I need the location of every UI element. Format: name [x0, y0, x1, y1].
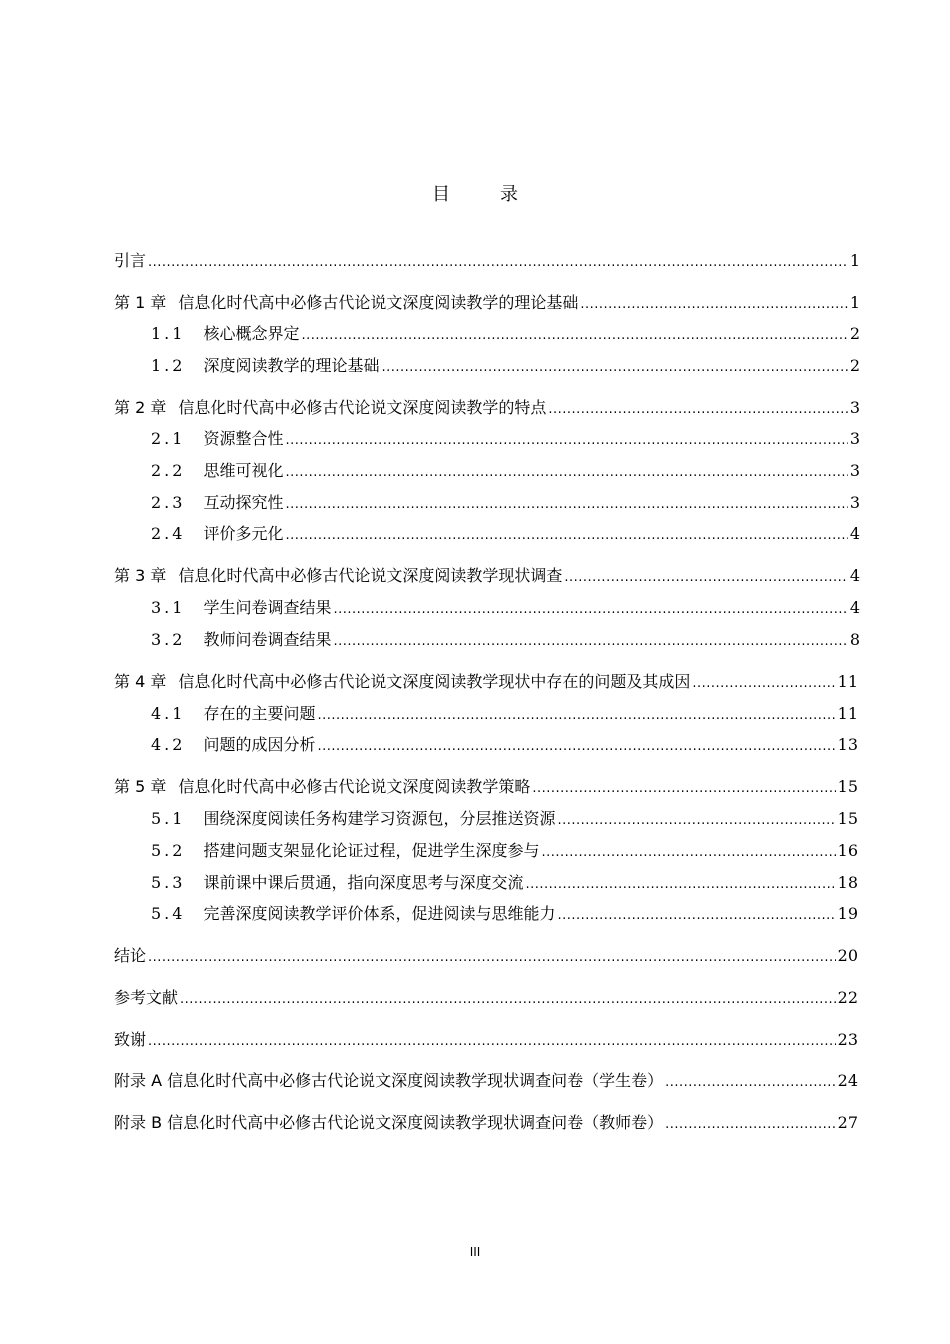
- toc-entry-number: 2.3: [151, 493, 186, 512]
- toc-chapter-entry[interactable]: [114, 1111, 858, 1135]
- toc-entry-page: 15: [837, 777, 858, 796]
- toc-entry-number: 5.4: [151, 904, 186, 923]
- toc-entry-number: 第 1 章: [114, 293, 167, 312]
- toc-chapter-entry[interactable]: [114, 291, 860, 315]
- toc-entry-title: 围绕深度阅读任务构建学习资源包，分层推送资源: [203, 809, 556, 828]
- toc-entry-number: 4.1: [151, 704, 186, 723]
- toc-section-entry[interactable]: [151, 322, 860, 346]
- toc-entry-number: 2.2: [151, 461, 186, 480]
- toc-entry-page: 11: [837, 672, 858, 691]
- toc-dot-leader: [665, 1071, 836, 1095]
- toc-entry-title: 课前课中课后贯通，指向深度思考与深度交流: [203, 873, 524, 892]
- toc-section-entry[interactable]: [151, 628, 860, 652]
- toc-dot-leader: [548, 398, 847, 422]
- toc-section-entry[interactable]: [151, 491, 860, 515]
- toc-dot-leader: [148, 946, 836, 970]
- toc-dot-leader: [148, 251, 848, 275]
- toc-section-entry[interactable]: [151, 596, 860, 620]
- toc-entry-page: 4: [849, 598, 860, 617]
- toc-chapter-entry[interactable]: [114, 249, 860, 273]
- toc-entry-number: 第 2 章: [114, 398, 167, 417]
- toc-entry-page: 4: [849, 524, 860, 543]
- toc-entry-title: 搭建问题支架显化论证过程，促进学生深度参与: [203, 841, 540, 860]
- toc-entry-page: 18: [837, 873, 858, 892]
- toc-entry-title: 信息化时代高中必修古代论说文深度阅读教学的特点: [178, 398, 547, 417]
- toc-entry-number: 3.2: [151, 630, 186, 649]
- toc-section-entry[interactable]: [151, 871, 858, 895]
- page-title: 目 录: [432, 184, 534, 205]
- page-number: III: [469, 1245, 481, 1259]
- toc-entry-title: 附录 B 信息化时代高中必修古代论说文深度阅读教学现状调查问卷（教师卷）: [114, 1113, 664, 1132]
- toc-dot-leader: [317, 704, 835, 728]
- toc-entry-number: 第 4 章: [114, 672, 167, 691]
- toc-entry-page: 3: [849, 429, 860, 448]
- toc-entry-page: 11: [837, 704, 858, 723]
- toc-dot-leader: [557, 904, 835, 928]
- toc-chapter-entry[interactable]: [114, 1069, 858, 1093]
- toc-entry-page: 8: [849, 630, 860, 649]
- toc-entry-title: 信息化时代高中必修古代论说文深度阅读教学现状调查: [178, 566, 563, 585]
- toc-entry-title: 深度阅读教学的理论基础: [203, 356, 380, 375]
- toc-entry-title: 问题的成因分析: [203, 735, 316, 754]
- toc-chapter-entry[interactable]: [114, 944, 858, 968]
- toc-entry-number: 1.2: [151, 356, 186, 375]
- toc-entry-number: 4.2: [151, 735, 186, 754]
- toc-entry-number: 5.1: [151, 809, 186, 828]
- toc-dot-leader: [317, 735, 835, 759]
- toc-entry-page: 23: [837, 1030, 858, 1049]
- toc-entry-number: 2.4: [151, 524, 186, 543]
- toc-section-entry[interactable]: [151, 733, 858, 757]
- toc-entry-title: 资源整合性: [203, 429, 284, 448]
- toc-dot-leader: [541, 841, 835, 865]
- toc-section-entry[interactable]: [151, 902, 858, 926]
- toc-entry-title: 信息化时代高中必修古代论说文深度阅读教学现状中存在的问题及其成因: [178, 672, 691, 691]
- toc-entry-number: 第 5 章: [114, 777, 167, 796]
- toc-entry-page: 19: [837, 904, 858, 923]
- toc-dot-leader: [285, 429, 847, 453]
- toc-section-entry[interactable]: [151, 459, 860, 483]
- toc-entry-number: 1.1: [151, 324, 186, 343]
- toc-section-entry[interactable]: [151, 427, 860, 451]
- toc-entry-page: 3: [849, 398, 860, 417]
- toc-dot-leader: [301, 324, 847, 348]
- toc-entry-title: 附录 A 信息化时代高中必修古代论说文深度阅读教学现状调查问卷（学生卷）: [114, 1071, 664, 1090]
- toc-entry-number: 5.3: [151, 873, 186, 892]
- toc-dot-leader: [665, 1113, 835, 1137]
- toc-dot-leader: [532, 777, 835, 801]
- toc-entry-title: 核心概念界定: [203, 324, 300, 343]
- toc-entry-page: 3: [849, 493, 860, 512]
- toc-entry-page: 4: [849, 566, 860, 585]
- toc-dot-leader: [333, 630, 847, 654]
- toc-section-entry[interactable]: [151, 354, 860, 378]
- toc-dot-leader: [525, 873, 835, 897]
- toc-dot-leader: [285, 461, 847, 485]
- toc-dot-leader: [180, 988, 836, 1012]
- toc-entry-page: 2: [849, 356, 860, 375]
- toc-entry-page: 16: [837, 841, 858, 860]
- toc-dot-leader: [381, 356, 847, 380]
- toc-entry-title: 完善深度阅读教学评价体系，促进阅读与思维能力: [203, 904, 556, 923]
- toc-entry-title: 教师问卷调查结果: [203, 630, 332, 649]
- toc-chapter-entry[interactable]: [114, 670, 858, 694]
- toc-dot-leader: [333, 598, 847, 622]
- toc-entry-number: 3.1: [151, 598, 186, 617]
- toc-entry-page: 20: [837, 946, 858, 965]
- toc-chapter-entry[interactable]: [114, 564, 860, 588]
- toc-dot-leader: [148, 1030, 836, 1054]
- toc-section-entry[interactable]: [151, 807, 858, 831]
- toc-chapter-entry[interactable]: [114, 775, 858, 799]
- toc-entry-title: 信息化时代高中必修古代论说文深度阅读教学的理论基础: [178, 293, 579, 312]
- toc-entry-title: 致谢: [114, 1030, 147, 1049]
- toc-entry-page: 24: [837, 1071, 858, 1090]
- toc-entry-title: 评价多元化: [203, 524, 284, 543]
- toc-entry-title: 引言: [114, 251, 147, 270]
- toc-dot-leader: [564, 566, 847, 590]
- toc-entry-page: 1: [849, 293, 860, 312]
- toc-dot-leader: [285, 493, 847, 517]
- toc-entry-page: 2: [849, 324, 860, 343]
- toc-entry-page: 3: [849, 461, 860, 480]
- toc-entry-title: 思维可视化: [203, 461, 284, 480]
- toc-entry-number: 第 3 章: [114, 566, 167, 585]
- toc-entry-number: 5.2: [151, 841, 186, 860]
- toc-section-entry[interactable]: [151, 522, 860, 546]
- toc-entry-page: 13: [837, 735, 858, 754]
- toc-section-entry[interactable]: [151, 702, 858, 726]
- toc-dot-leader: [692, 672, 835, 696]
- toc-dot-leader: [557, 809, 835, 833]
- toc-dot-leader: [285, 524, 847, 548]
- toc-section-entry[interactable]: [151, 839, 858, 863]
- toc-entry-page: 15: [837, 809, 858, 828]
- toc-entry-title: 结论: [114, 946, 147, 965]
- toc-chapter-entry[interactable]: [114, 396, 860, 420]
- toc-chapter-entry[interactable]: [114, 986, 858, 1010]
- toc-entry-page: 1: [849, 251, 860, 270]
- toc-entry-page: 22: [837, 988, 858, 1007]
- toc-entry-title: 存在的主要问题: [203, 704, 316, 723]
- toc-entry-title: 信息化时代高中必修古代论说文深度阅读教学策略: [178, 777, 531, 796]
- toc-entry-title: 学生问卷调查结果: [203, 598, 332, 617]
- toc-chapter-entry[interactable]: [114, 1028, 858, 1052]
- toc-entry-title: 参考文献: [114, 988, 179, 1007]
- toc-entry-title: 互动探究性: [203, 493, 284, 512]
- toc-entry-number: 2.1: [151, 429, 186, 448]
- toc-entry-page: 27: [837, 1113, 858, 1132]
- toc-dot-leader: [580, 293, 847, 317]
